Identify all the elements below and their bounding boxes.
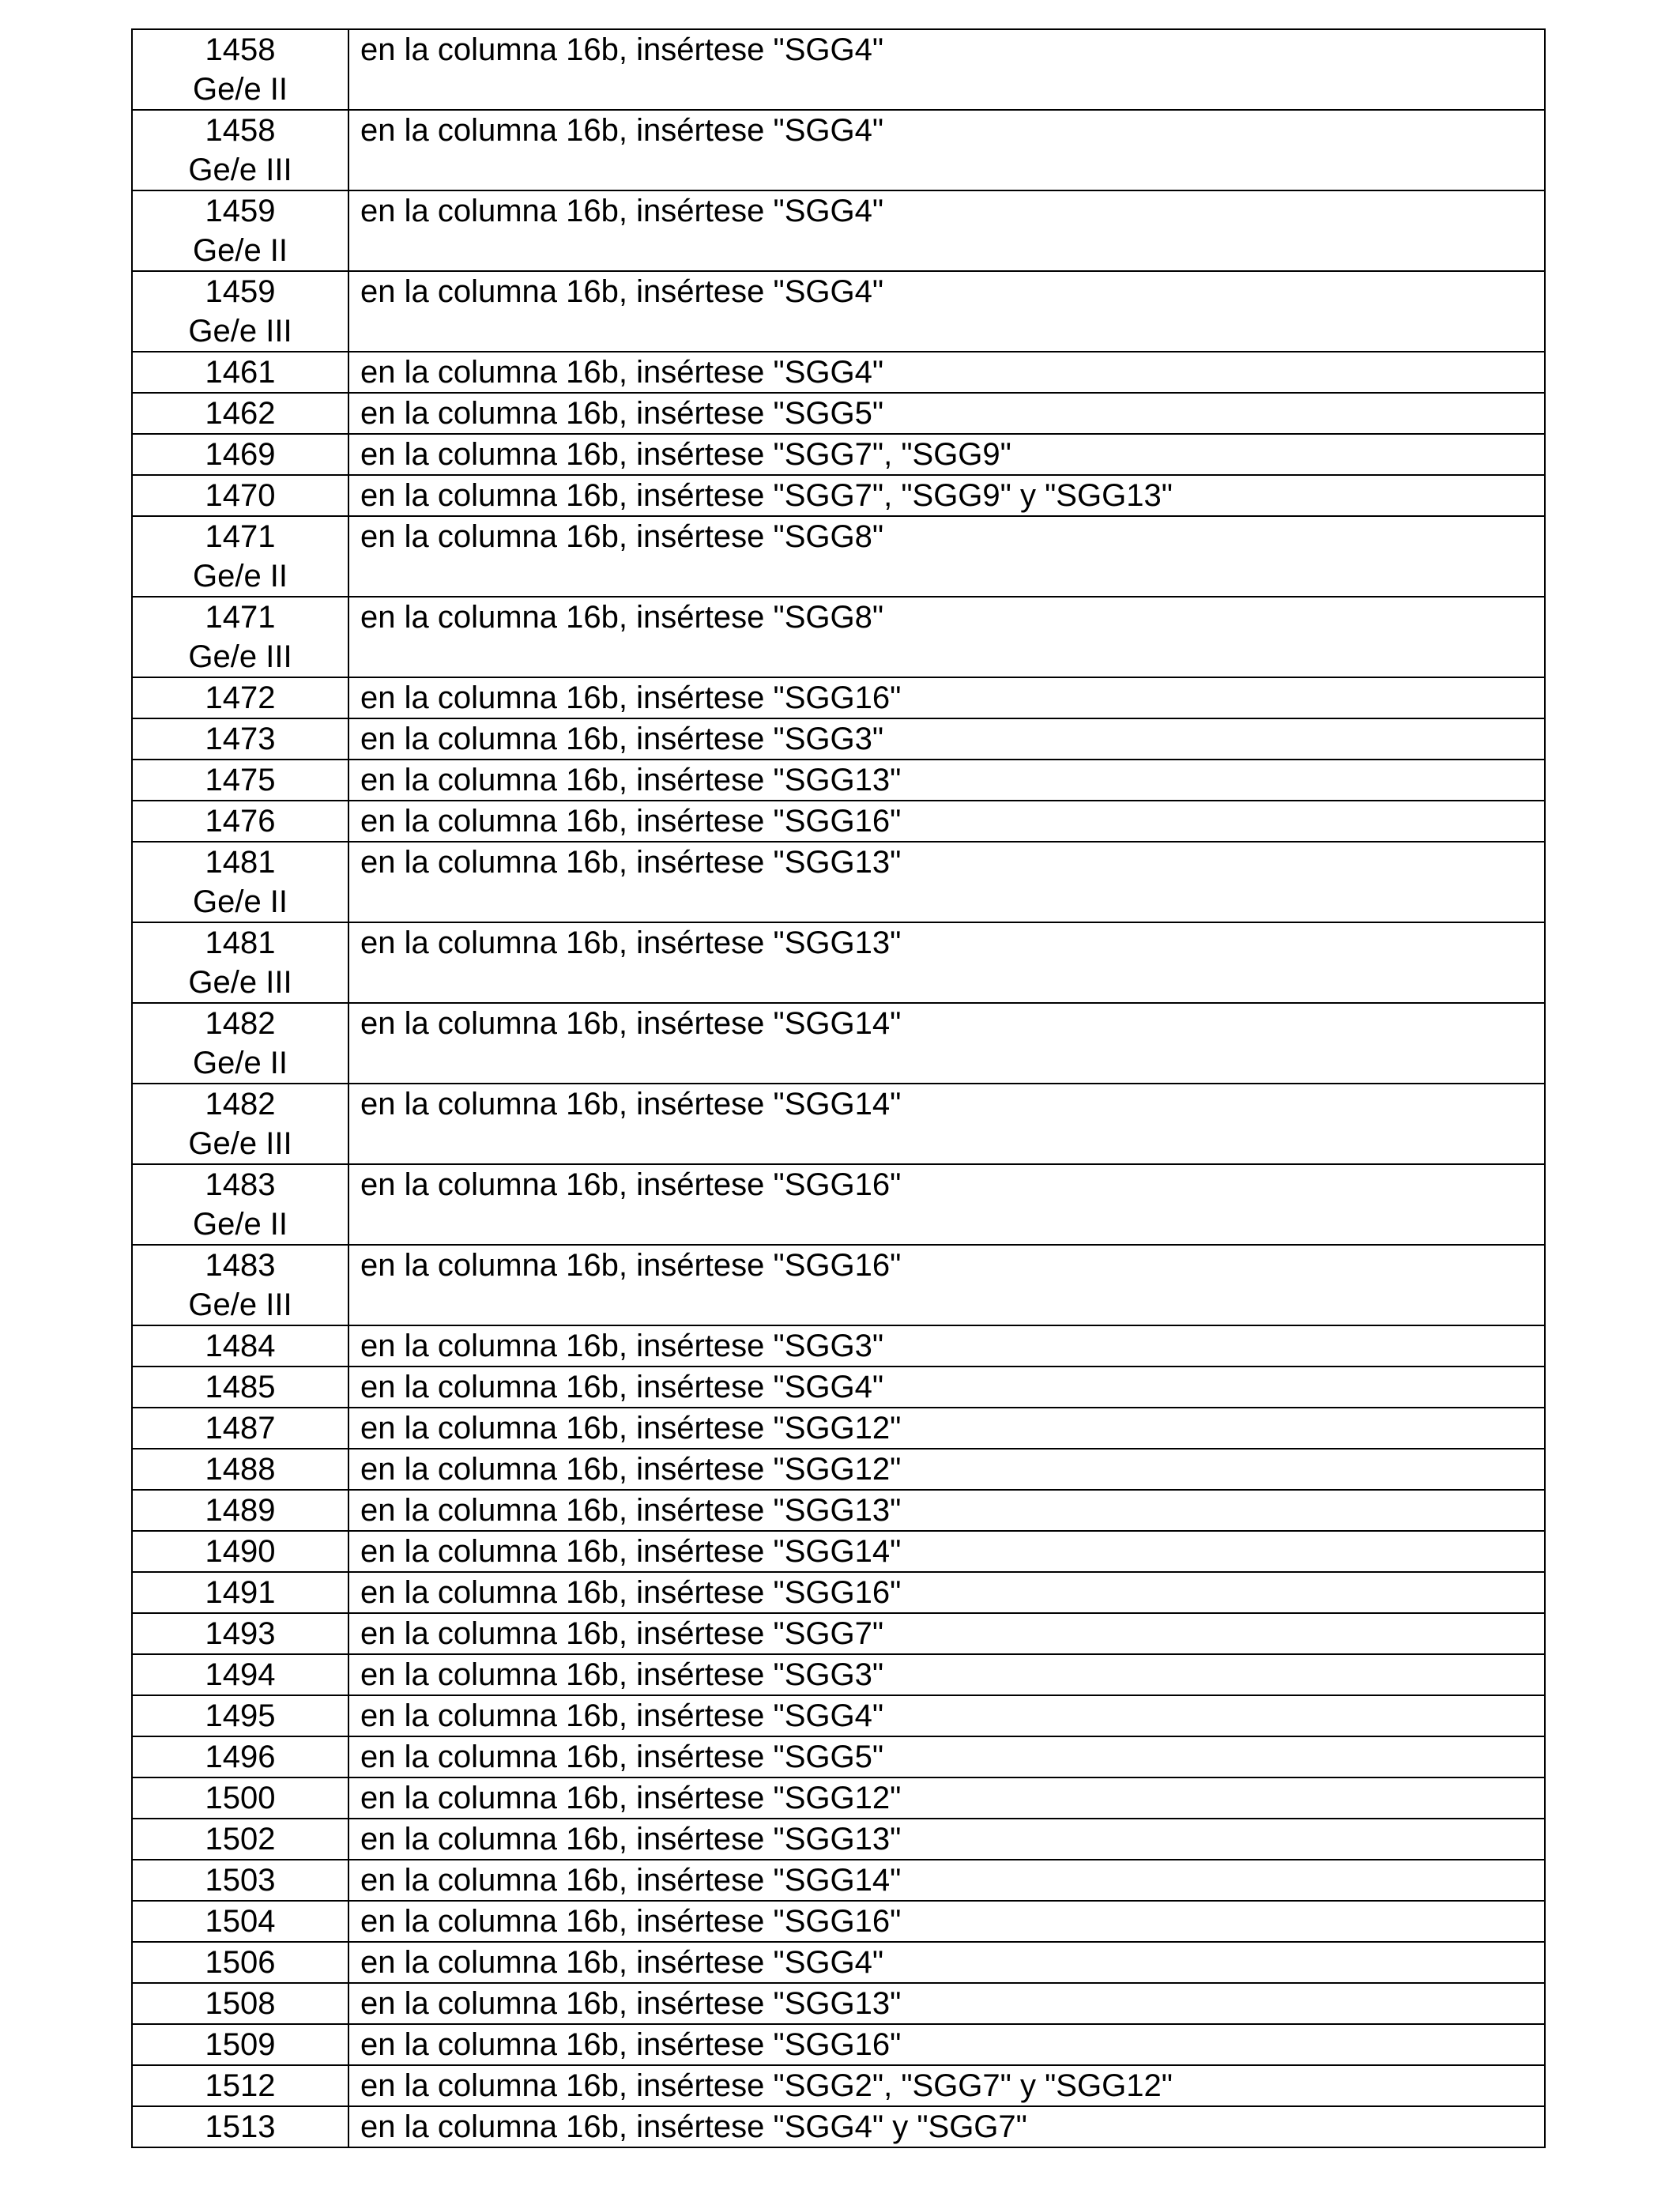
un-number: 1471: [205, 519, 276, 554]
amendment-text: en la columna 16b, insértese "SGG16": [348, 1245, 1545, 1325]
un-number-cell: [132, 1531, 348, 1572]
table-row: [132, 760, 1545, 801]
un-number: 1490: [205, 1534, 276, 1569]
packing-group: Ge/e II: [192, 559, 288, 594]
table-row: [132, 1084, 1545, 1164]
amendment-text: en la columna 16b, insértese "SGG7", "SGG9": [348, 434, 1545, 475]
amendment-text: en la columna 16b, insértese "SGG4": [348, 1942, 1545, 1983]
table-row: [132, 1449, 1545, 1490]
un-number: 1495: [205, 1698, 276, 1733]
amendment-text: en la columna 16b, insértese "SGG13": [348, 1490, 1545, 1531]
table-row: [132, 1901, 1545, 1942]
table-row: [132, 1860, 1545, 1901]
un-number: 1470: [205, 478, 276, 513]
un-number: 1491: [205, 1575, 276, 1610]
un-number-cell: [132, 1819, 348, 1860]
table-row: [132, 1695, 1545, 1736]
table-row: [132, 718, 1545, 760]
un-number: 1473: [205, 722, 276, 756]
packing-group: Ge/e III: [188, 639, 292, 674]
packing-group: Ge/e III: [188, 1287, 292, 1322]
un-number: 1461: [205, 355, 276, 390]
un-number: 1459: [205, 274, 276, 309]
table-row: [132, 1654, 1545, 1695]
un-number-cell: [132, 1367, 348, 1408]
table-row: [132, 1942, 1545, 1983]
un-number-cell: [132, 1572, 348, 1613]
table-row: [132, 475, 1545, 516]
un-number: 1482: [205, 1006, 276, 1041]
un-number: 1471: [205, 600, 276, 635]
un-number-cell: [132, 110, 348, 190]
amendment-text: en la columna 16b, insértese "SGG5": [348, 1736, 1545, 1777]
un-number-cell: [132, 434, 348, 475]
un-number-cell: [132, 1777, 348, 1819]
table-row: [132, 1736, 1545, 1777]
un-number: 1484: [205, 1329, 276, 1363]
amendment-text: en la columna 16b, insértese "SGG13": [348, 1983, 1545, 2024]
amendment-text: en la columna 16b, insértese "SGG14": [348, 1084, 1545, 1164]
un-number-cell: [132, 1860, 348, 1901]
un-number-cell: [132, 190, 348, 271]
amendment-text: en la columna 16b, insértese "SGG4": [348, 1695, 1545, 1736]
un-number: 1472: [205, 680, 276, 715]
table-row: [132, 1572, 1545, 1613]
amendment-text: en la columna 16b, insértese "SGG13": [348, 1819, 1545, 1860]
un-number-cell: [132, 1164, 348, 1245]
un-number-cell: [132, 516, 348, 597]
table-row: [132, 1531, 1545, 1572]
amendment-text: en la columna 16b, insértese "SGG12": [348, 1449, 1545, 1490]
un-number: 1481: [205, 845, 276, 880]
amendments-table: [131, 28, 1546, 2148]
amendment-text: en la columna 16b, insértese "SGG7", "SGG9" y "SGG13": [348, 475, 1545, 516]
amendment-text: en la columna 16b, insértese "SGG14": [348, 1003, 1545, 1084]
un-number: 1458: [205, 32, 276, 67]
amendment-text: en la columna 16b, insértese "SGG8": [348, 516, 1545, 597]
table-row: [132, 2106, 1545, 2147]
un-number-cell: [132, 475, 348, 516]
table-row: [132, 352, 1545, 393]
packing-group: Ge/e III: [188, 314, 292, 349]
amendment-text: en la columna 16b, insértese "SGG4": [348, 352, 1545, 393]
packing-group: Ge/e II: [192, 72, 288, 107]
un-number-cell: [132, 597, 348, 677]
un-number: 1459: [205, 194, 276, 228]
table-row: [132, 516, 1545, 597]
un-number-cell: [132, 29, 348, 110]
table-row: [132, 1325, 1545, 1367]
amendment-text: en la columna 16b, insértese "SGG8": [348, 597, 1545, 677]
amendment-text: en la columna 16b, insértese "SGG12": [348, 1408, 1545, 1449]
un-number-cell: [132, 922, 348, 1003]
amendment-text: en la columna 16b, insértese "SGG13": [348, 760, 1545, 801]
un-number: 1483: [205, 1167, 276, 1202]
amendment-text: en la columna 16b, insértese "SGG16": [348, 801, 1545, 842]
table-row: [132, 1819, 1545, 1860]
packing-group: Ge/e II: [192, 884, 288, 919]
un-number-cell: [132, 1901, 348, 1942]
un-number-cell: [132, 1245, 348, 1325]
un-number: 1475: [205, 763, 276, 797]
amendment-text: en la columna 16b, insértese "SGG13": [348, 922, 1545, 1003]
amendment-text: en la columna 16b, insértese "SGG4" y "SGG7": [348, 2106, 1545, 2147]
un-number: 1500: [205, 1781, 276, 1815]
table-row: [132, 922, 1545, 1003]
table-row: [132, 1003, 1545, 1084]
table-row: [132, 1164, 1545, 1245]
table-row: [132, 842, 1545, 922]
un-number: 1469: [205, 437, 276, 472]
amendment-text: en la columna 16b, insértese "SGG16": [348, 1164, 1545, 1245]
un-number-cell: [132, 2106, 348, 2147]
amendment-text: en la columna 16b, insértese "SGG4": [348, 1367, 1545, 1408]
table-row: [132, 190, 1545, 271]
table-row: [132, 801, 1545, 842]
un-number: 1503: [205, 1863, 276, 1898]
table-row: [132, 1777, 1545, 1819]
amendment-text: en la columna 16b, insértese "SGG3": [348, 1654, 1545, 1695]
packing-group: Ge/e III: [188, 1126, 292, 1161]
un-number: 1488: [205, 1452, 276, 1487]
packing-group: Ge/e III: [188, 965, 292, 1000]
table-row: [132, 2024, 1545, 2065]
table-row: [132, 1983, 1545, 2024]
amendment-text: en la columna 16b, insértese "SGG12": [348, 1777, 1545, 1819]
un-number-cell: [132, 1736, 348, 1777]
packing-group: Ge/e III: [188, 153, 292, 187]
un-number: 1509: [205, 2027, 276, 2062]
un-number: 1483: [205, 1248, 276, 1283]
un-number-cell: [132, 1942, 348, 1983]
un-number-cell: [132, 1408, 348, 1449]
un-number-cell: [132, 718, 348, 760]
table-body: [132, 29, 1545, 2147]
amendment-text: en la columna 16b, insértese "SGG3": [348, 1325, 1545, 1367]
table-row: [132, 271, 1545, 352]
amendment-text: en la columna 16b, insértese "SGG14": [348, 1860, 1545, 1901]
un-number: 1502: [205, 1822, 276, 1857]
un-number: 1489: [205, 1493, 276, 1528]
amendment-text: en la columna 16b, insértese "SGG16": [348, 2024, 1545, 2065]
table-row: [132, 1245, 1545, 1325]
table-row: [132, 597, 1545, 677]
un-number-cell: [132, 2065, 348, 2106]
un-number-cell: [132, 1983, 348, 2024]
table-row: [132, 1408, 1545, 1449]
un-number: 1458: [205, 113, 276, 148]
un-number-cell: [132, 1654, 348, 1695]
un-number-cell: [132, 352, 348, 393]
packing-group: Ge/e II: [192, 1207, 288, 1242]
table-row: [132, 110, 1545, 190]
table-row: [132, 2065, 1545, 2106]
un-number: 1506: [205, 1945, 276, 1980]
un-number: 1496: [205, 1740, 276, 1774]
amendment-text: en la columna 16b, insértese "SGG4": [348, 190, 1545, 271]
un-number: 1462: [205, 396, 276, 431]
amendment-text: en la columna 16b, insértese "SGG4": [348, 110, 1545, 190]
un-number: 1481: [205, 925, 276, 960]
un-number: 1494: [205, 1657, 276, 1692]
table-row: [132, 29, 1545, 110]
amendment-text: en la columna 16b, insértese "SGG16": [348, 1572, 1545, 1613]
un-number-cell: [132, 2024, 348, 2065]
amendment-text: en la columna 16b, insértese "SGG14": [348, 1531, 1545, 1572]
table-row: [132, 434, 1545, 475]
amendment-text: en la columna 16b, insértese "SGG4": [348, 29, 1545, 110]
un-number-cell: [132, 760, 348, 801]
un-number: 1512: [205, 2068, 276, 2103]
un-number-cell: [132, 1449, 348, 1490]
un-number-cell: [132, 1613, 348, 1654]
amendment-text: en la columna 16b, insértese "SGG4": [348, 271, 1545, 352]
amendment-text: en la columna 16b, insértese "SGG16": [348, 1901, 1545, 1942]
un-number: 1508: [205, 1986, 276, 2021]
un-number-cell: [132, 1695, 348, 1736]
un-number: 1485: [205, 1370, 276, 1404]
un-number: 1487: [205, 1411, 276, 1446]
un-number-cell: [132, 1325, 348, 1367]
un-number-cell: [132, 271, 348, 352]
amendment-text: en la columna 16b, insértese "SGG16": [348, 677, 1545, 718]
table-row: [132, 393, 1545, 434]
table-row: [132, 1490, 1545, 1531]
un-number-cell: [132, 1003, 348, 1084]
un-number-cell: [132, 1490, 348, 1531]
amendment-text: en la columna 16b, insértese "SGG7": [348, 1613, 1545, 1654]
un-number: 1493: [205, 1616, 276, 1651]
amendment-text: en la columna 16b, insértese "SGG13": [348, 842, 1545, 922]
un-number: 1504: [205, 1904, 276, 1939]
un-number: 1476: [205, 804, 276, 839]
table-row: [132, 1367, 1545, 1408]
un-number: 1482: [205, 1087, 276, 1122]
un-number-cell: [132, 677, 348, 718]
amendment-text: en la columna 16b, insértese "SGG3": [348, 718, 1545, 760]
un-number: 1513: [205, 2109, 276, 2144]
un-number-cell: [132, 801, 348, 842]
amendment-text: en la columna 16b, insértese "SGG2", "SGG7" y "SGG12": [348, 2065, 1545, 2106]
un-number-cell: [132, 1084, 348, 1164]
table-row: [132, 677, 1545, 718]
packing-group: Ge/e II: [192, 233, 288, 268]
packing-group: Ge/e II: [192, 1046, 288, 1080]
amendment-text: en la columna 16b, insértese "SGG5": [348, 393, 1545, 434]
table-row: [132, 1613, 1545, 1654]
un-number-cell: [132, 393, 348, 434]
un-number-cell: [132, 842, 348, 922]
